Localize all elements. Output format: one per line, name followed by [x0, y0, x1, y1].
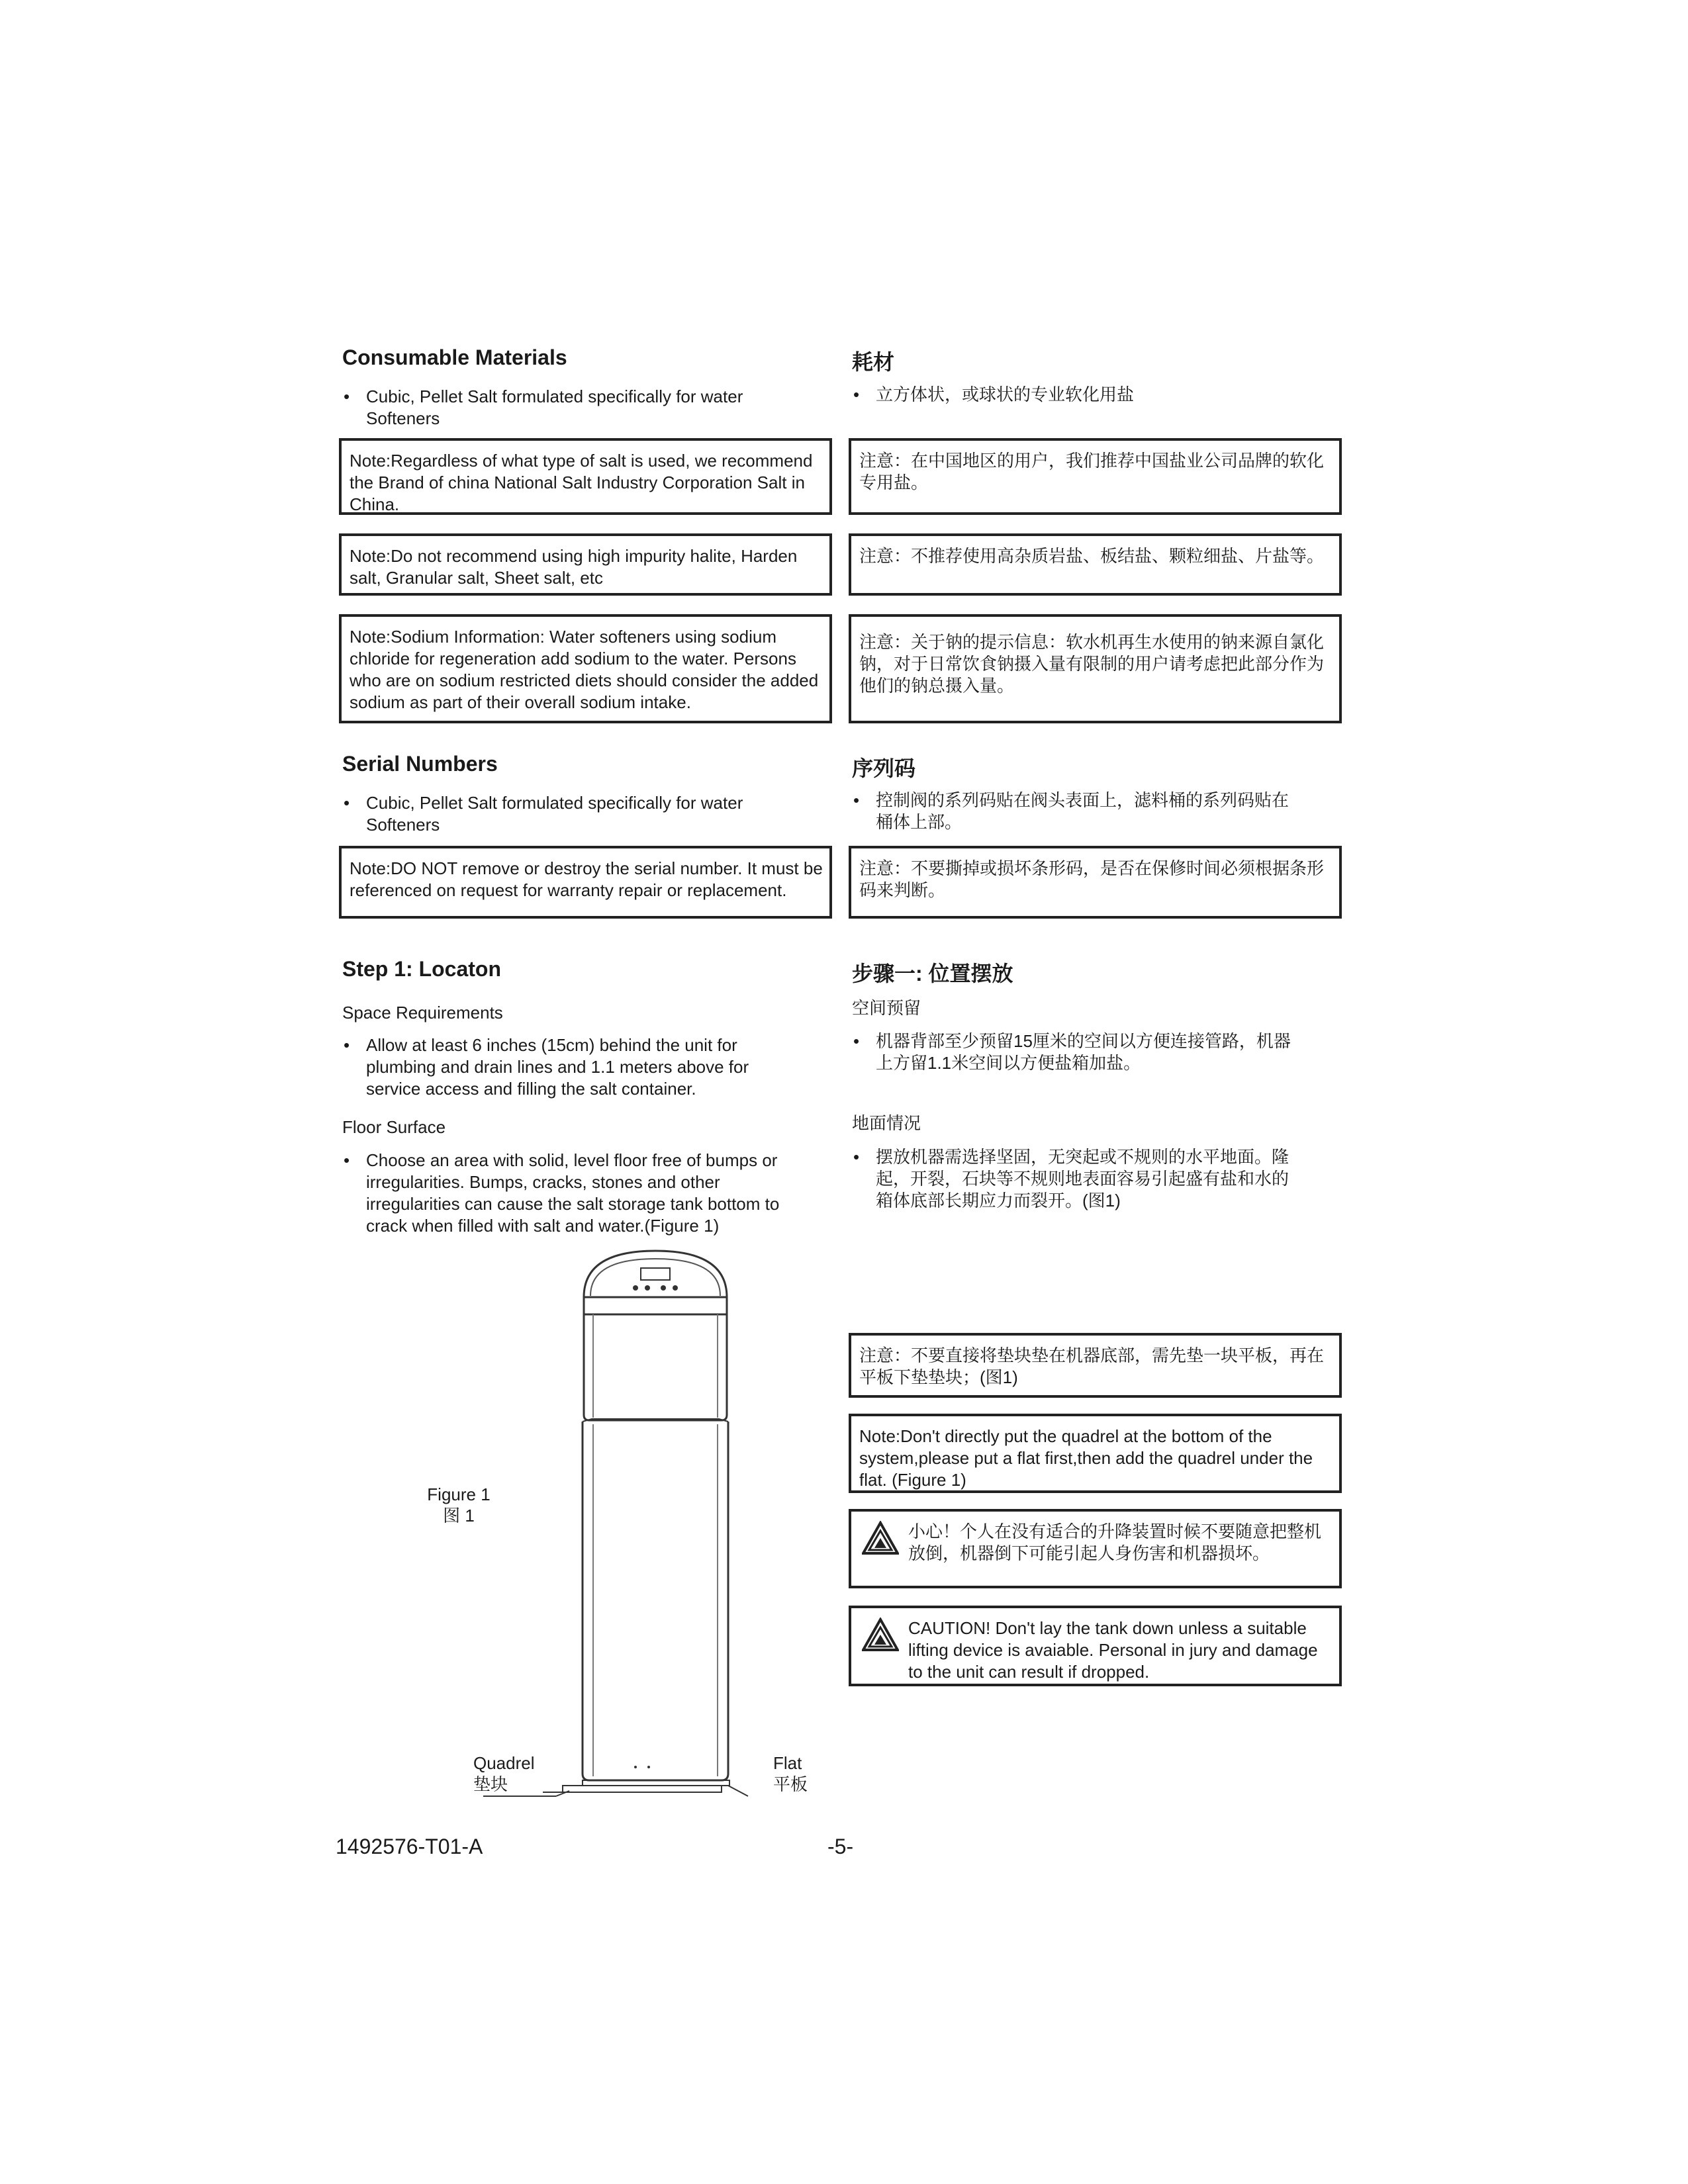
- caution-en-text: CAUTION! Don't lay the tank down unless a suitable lifting device is avaiable. Personal in jury and damage to the unit can result if dropped.: [908, 1618, 1318, 1682]
- water-softener-drawing: [543, 1244, 768, 1813]
- flat-label-cn: 平板: [773, 1774, 808, 1794]
- space-bullet: • Allow at least 6 inches (15cm) behind the unit for plumbing and drain lines and 1.1 meters above for service access and filling the salt container.: [344, 1034, 790, 1100]
- caution-cn: [849, 1509, 1342, 1588]
- flat-label-en: Flat: [773, 1753, 802, 1773]
- figure-label-en: Figure 1: [427, 1484, 491, 1504]
- serial-heading-cn: 序列码: [852, 756, 916, 780]
- figure-label: [409, 1484, 508, 1526]
- consumable-bullet-cn: • 立方体状，或球状的专业软化用盐: [853, 384, 1299, 406]
- page-number: -5-: [827, 1835, 854, 1858]
- note-serial: Note:DO NOT remove or destroy the serial number. It must be referenced on request for warranty repair or replacement.: [339, 846, 832, 919]
- doc-id: 1492576-T01-A: [336, 1835, 483, 1858]
- space-heading-cn: 空间预留: [852, 998, 921, 1018]
- note-sodium: Note:Sodium Information: Water softeners using sodium chloride for regeneration add sodium to the water. Persons who are on sodium restricted diets should consider the added sodium as part of their overall sodium intake.: [339, 614, 832, 723]
- quadrel-label: [473, 1752, 559, 1795]
- space-bullet-cn: • 机器背部至少预留15厘米的空间以方便连接管路，机器上方留1.1米空间以方便盐箱加盐。: [853, 1030, 1299, 1074]
- consumable-bullet: • Cubic, Pellet Salt formulated specifically for water Softeners: [344, 386, 796, 430]
- serial-bullet-cn: • 控制阀的系列码贴在阀头表面上，滤料桶的系列码贴在桶体上部。: [853, 790, 1299, 833]
- quadrel-label-cn: 垫块: [473, 1774, 508, 1794]
- note-salt-types-cn: 注意：不推荐使用高杂质岩盐、板结盐、颗粒细盐、片盐等。: [849, 533, 1342, 596]
- note-serial-cn: 注意：不要撕掉或损坏条形码，是否在保修时间必须根据条形码来判断。: [849, 846, 1342, 919]
- floor-bullet-cn: • 摆放机器需选择坚固，无突起或不规则的水平地面。隆起，开裂，石块等不规则地表面容易引起盛有盐和水的箱体底部长期应力而裂开。(图1): [853, 1146, 1299, 1212]
- quadrel-label-en: Quadrel: [473, 1753, 535, 1773]
- serial-bullet: • Cubic, Pellet Salt formulated specifically for water Softeners: [344, 792, 796, 836]
- flat-label: [773, 1752, 839, 1795]
- note-salt-brand-cn: 注意：在中国地区的用户，我们推荐中国盐业公司品牌的软化专用盐。: [849, 438, 1342, 515]
- floor-bullet: • Choose an area with solid, level floor free of bumps or irregularities. Bumps, cracks, stones and other irregularities can cause the salt storage tank bottom to crack when filled with salt and water.(Figure 1): [344, 1150, 790, 1237]
- step1-heading-cn: 步骤一: 位置摆放: [852, 962, 1013, 985]
- floor-heading: Floor Surface: [342, 1117, 446, 1137]
- step1-heading: Step 1: Locaton: [342, 957, 502, 981]
- consumable-heading: Consumable Materials: [342, 345, 567, 369]
- quadrel-note-en: Note:Don't directly put the quadrel at the bottom of the system,please put a flat first,then add the quadrel under the flat. (Figure 1): [849, 1414, 1342, 1493]
- note-sodium-cn: 注意：关于钠的提示信息：软水机再生水使用的钠来源自氯化钠，对于日常饮食钠摄入量有限制的用户请考虑把此部分作为他们的钠总摄入量。: [849, 614, 1342, 723]
- warning-triangle-icon: [862, 1617, 899, 1652]
- warning-triangle-icon: [862, 1521, 899, 1555]
- space-heading: Space Requirements: [342, 1003, 503, 1023]
- quadrel-note-cn: 注意：不要直接将垫块垫在机器底部，需先垫一块平板，再在平板下垫垫块；(图1): [849, 1333, 1342, 1398]
- caution-cn-text: 小心！个人在没有适合的升降装置时候不要随意把整机放倒，机器倒下可能引起人身伤害和机器损坏。: [908, 1522, 1322, 1563]
- floor-heading-cn: 地面情况: [852, 1113, 921, 1133]
- figure-label-cn: 图 1: [443, 1506, 475, 1525]
- consumable-heading-cn: 耗材: [852, 350, 895, 374]
- caution-en: [849, 1606, 1342, 1686]
- note-salt-brand: Note:Regardless of what type of salt is used, we recommend the Brand of china National Salt Industry Corporation Salt in China.: [339, 438, 832, 515]
- note-salt-types: Note:Do not recommend using high impurity halite, Harden salt, Granular salt, Sheet salt, etc: [339, 533, 832, 596]
- serial-heading: Serial Numbers: [342, 752, 498, 776]
